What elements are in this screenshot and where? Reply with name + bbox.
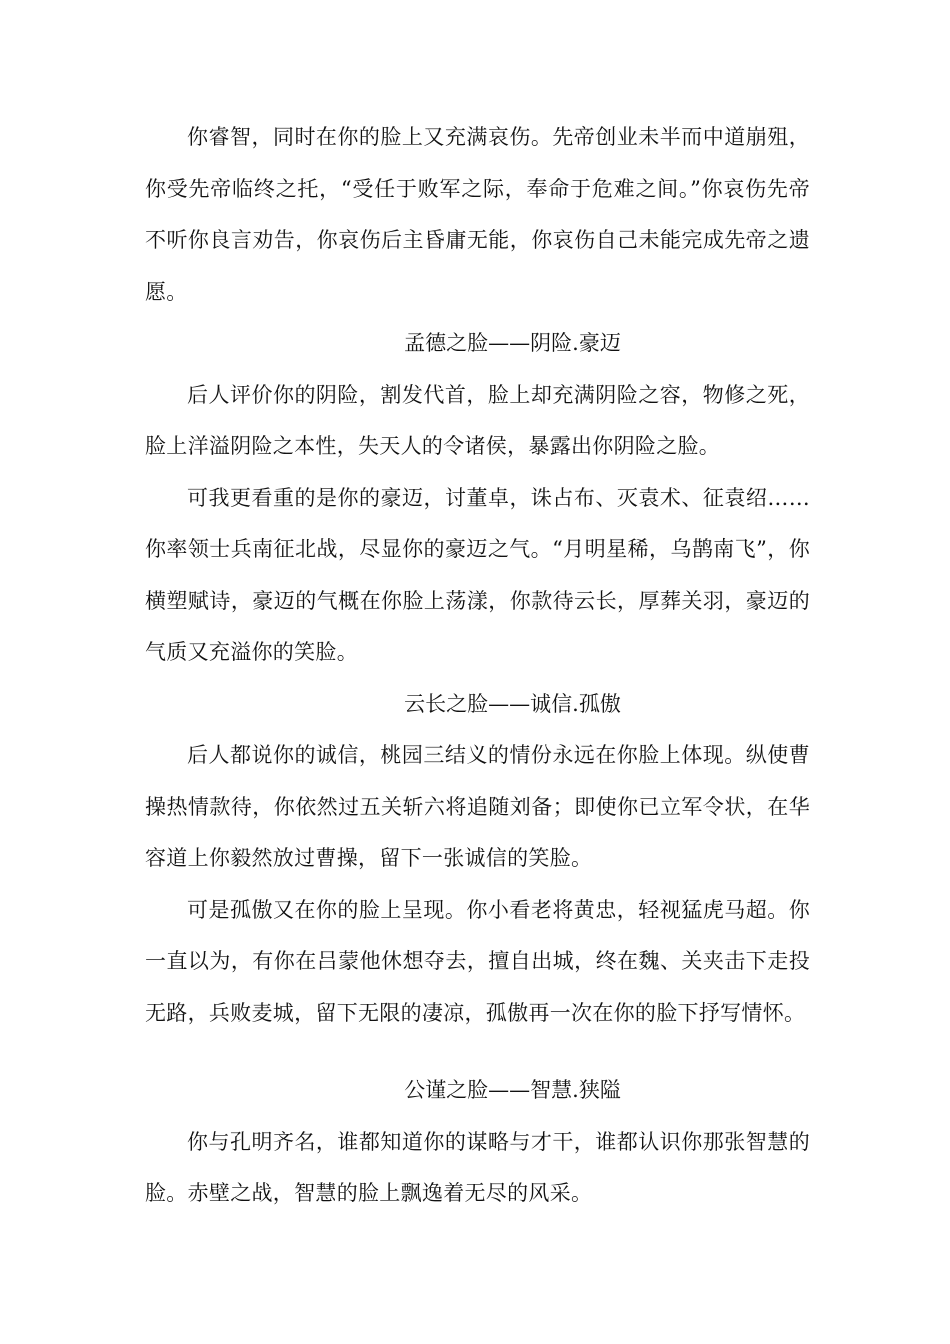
document-body — [145, 112, 810, 1220]
paragraph-gongjin-wisdom: 你与孔明齐名，谁都知道你的谋略与才干，谁都认识你那张智慧的脸。赤壁之战，智慧的脸上飘逸着无尽的风采。 — [145, 1129, 810, 1205]
section-heading-yunchang: 云长之脸——诚信.孤傲 — [404, 691, 621, 716]
section-gap — [145, 1039, 810, 1065]
paragraph-mengde-heroic: 可我更看重的是你的豪迈，讨董卓，诛占布、灭袁术、征袁绍……你率领士兵南征北战，尽显你的豪迈之气。“月明星稀，乌鹊南飞”，你横塑赋诗，豪迈的气概在你脸上荡漾，你款待云长，厚葬关羽，豪迈的气质又充溢你的笑脸。 — [145, 485, 810, 664]
section-heading-mengde: 孟德之脸——阴险.豪迈 — [404, 331, 621, 355]
paragraph-kongming-sorrow: 你睿智，同时在你的脸上又充满哀伤。先帝创业未半而中道崩殂，你受先帝临终之托，“受任于败军之际，奉命于危难之间。”你哀伤先帝不听你良言劝告，你哀伤后主昏庸无能，你哀伤自己未能完成先帝之遗愿。 — [145, 125, 810, 304]
paragraph-yunchang-loyalty: 后人都说你的诚信，桃园三结义的情份永远在你脸上体现。纵使曹操热情款待，你依然过五关斩六将追随刘备；即使你已立军令状，在华容道上你毅然放过曹操，留下一张诚信的笑脸。 — [145, 743, 810, 870]
paragraph-mengde-sinister: 后人评价你的阴险，割发代首，脸上却充满阴险之容，物修之死，脸上洋溢阴险之本性，失天人的令诸侯，暴露出你阴险之脸。 — [145, 382, 810, 458]
section-heading-gongjin: 公谨之脸——智慧.狭隘 — [404, 1078, 621, 1102]
paragraph-yunchang-pride: 可是孤傲又在你的脸上呈现。你小看老将黄忠，轻视猛虎马超。你一直以为，有你在吕蒙他休想夺去，擅自出城，终在魏、关夹击下走投无路，兵败麦城，留下无限的凄凉，孤傲再一次在你的脸下抒写情怀。 — [145, 897, 810, 1025]
